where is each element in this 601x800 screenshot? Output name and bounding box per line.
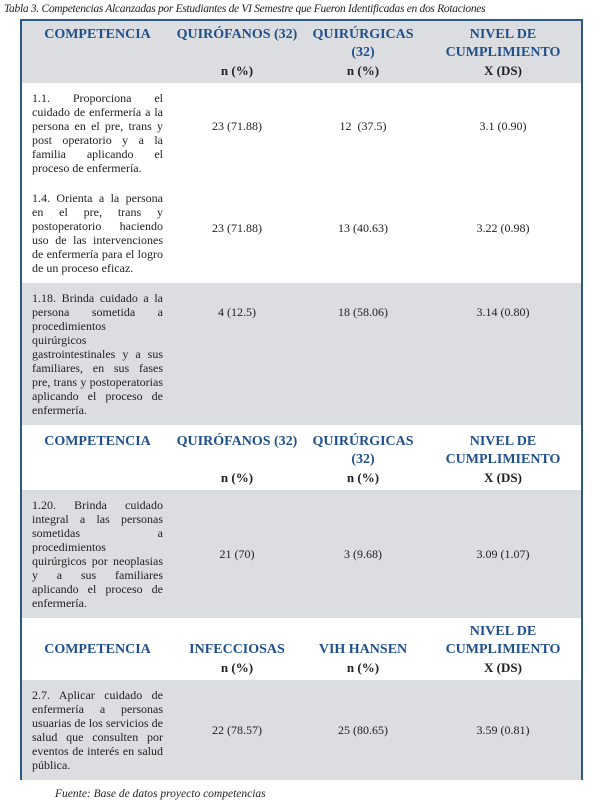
header-sub-empty <box>21 62 173 83</box>
value-col1: 4 (12.5) <box>218 305 256 319</box>
value-col2: 25 (80.65) <box>338 723 388 737</box>
table-subheader <box>21 659 582 680</box>
header-col2: VIH HANSEN <box>318 642 408 657</box>
header-col1: INFECCIOSAS <box>189 642 285 657</box>
table-title: Tabla 3. Competencias Alcanzadas por Estudiantes de VI Semestre que Fueron Identificadas en dos Rotaciones <box>4 3 486 15</box>
value-col2: 3 (9.68) <box>344 547 382 561</box>
competency-description: 1.4. Orienta a la persona en el pre, trans y postoperatorio haciendo uso de las intervenciones de enfermería para el logro de un proceso eficaz. <box>32 191 163 275</box>
header-sub2: n (%) <box>346 660 380 675</box>
header-col3: NIVEL DE CUMPLIMIENTO <box>445 27 561 60</box>
header-sub3: X (DS) <box>484 660 522 675</box>
value-col3: 3.22 (0.98) <box>476 221 530 235</box>
value-col3: 3.59 (0.81) <box>476 723 530 737</box>
header-competencia: COMPETENCIA <box>44 27 151 42</box>
header-sub1: n (%) <box>220 660 254 675</box>
value-col1: 23 (71.88) <box>212 221 262 235</box>
table-row <box>21 83 582 183</box>
header-col2: QUIRÚRGICAS (32) <box>312 434 414 467</box>
competencias-table <box>20 19 583 780</box>
header-col1: QUIRÓFANOS (32) <box>176 27 298 42</box>
competency-description: 1.1. Proporciona el cuidado de enfermería a la persona en el pre, trans y post operatorio y a la familia aplicando el proceso de enfermería. <box>32 91 163 175</box>
competency-description: 2.7. Aplicar cuidado de enfermería a personas usuarias de los servicios de salud que consulten por eventos de interés en salud pública. <box>32 688 163 772</box>
table-subheader <box>21 62 582 83</box>
value-col3: 3.09 (1.07) <box>476 547 530 561</box>
competency-description: 1.20. Brinda cuidado integral a las personas sometidas a procedimientos quirúrgicos por neoplasias y a sus familiares aplicando el proceso de enfermería. <box>32 498 163 610</box>
table-header <box>21 425 582 469</box>
value-col3: 3.14 (0.80) <box>476 305 530 319</box>
header-col3: NIVEL DE CUMPLIMIENTO <box>445 624 561 657</box>
value-col1: 21 (70) <box>219 547 255 561</box>
header-sub2: n (%) <box>346 63 380 78</box>
competency-description: 1.18. Brinda cuidado a la persona sometida a procedimientos quirúrgicos gastrointestinales y a sus familiares, en sus fases pre, trans y postoperatorias aplicando el proceso de enfermería. <box>32 291 163 417</box>
header-sub3: X (DS) <box>484 470 522 485</box>
table-row <box>21 283 582 425</box>
header-sub1: n (%) <box>220 470 254 485</box>
table-row <box>21 680 582 780</box>
value-col2: 12 (37.5) <box>339 119 387 133</box>
header-col1: QUIRÓFANOS (32) <box>176 434 298 449</box>
table-subheader <box>21 469 582 490</box>
table-header <box>21 20 582 62</box>
table-row <box>21 490 582 618</box>
header-sub2: n (%) <box>346 470 380 485</box>
value-col1: 23 (71.88) <box>212 119 262 133</box>
value-col3: 3.1 (0.90) <box>479 119 527 133</box>
header-sub3: X (DS) <box>484 63 522 78</box>
value-col2: 13 (40.63) <box>338 221 388 235</box>
header-sub1: n (%) <box>220 63 254 78</box>
header-col3: NIVEL DE CUMPLIMIENTO <box>445 434 561 467</box>
header-col2: QUIRÚRGICAS (32) <box>312 27 414 60</box>
source-note: Fuente: Base de datos proyecto competencias <box>55 788 266 800</box>
value-col2: 18 (58.06) <box>338 305 388 319</box>
header-competencia: COMPETENCIA <box>44 642 151 657</box>
header-sub-empty <box>21 469 173 490</box>
table-header <box>21 618 582 659</box>
table-row <box>21 183 582 283</box>
value-col1: 22 (78.57) <box>212 723 262 737</box>
header-sub-empty <box>21 659 173 680</box>
header-competencia: COMPETENCIA <box>44 434 151 449</box>
